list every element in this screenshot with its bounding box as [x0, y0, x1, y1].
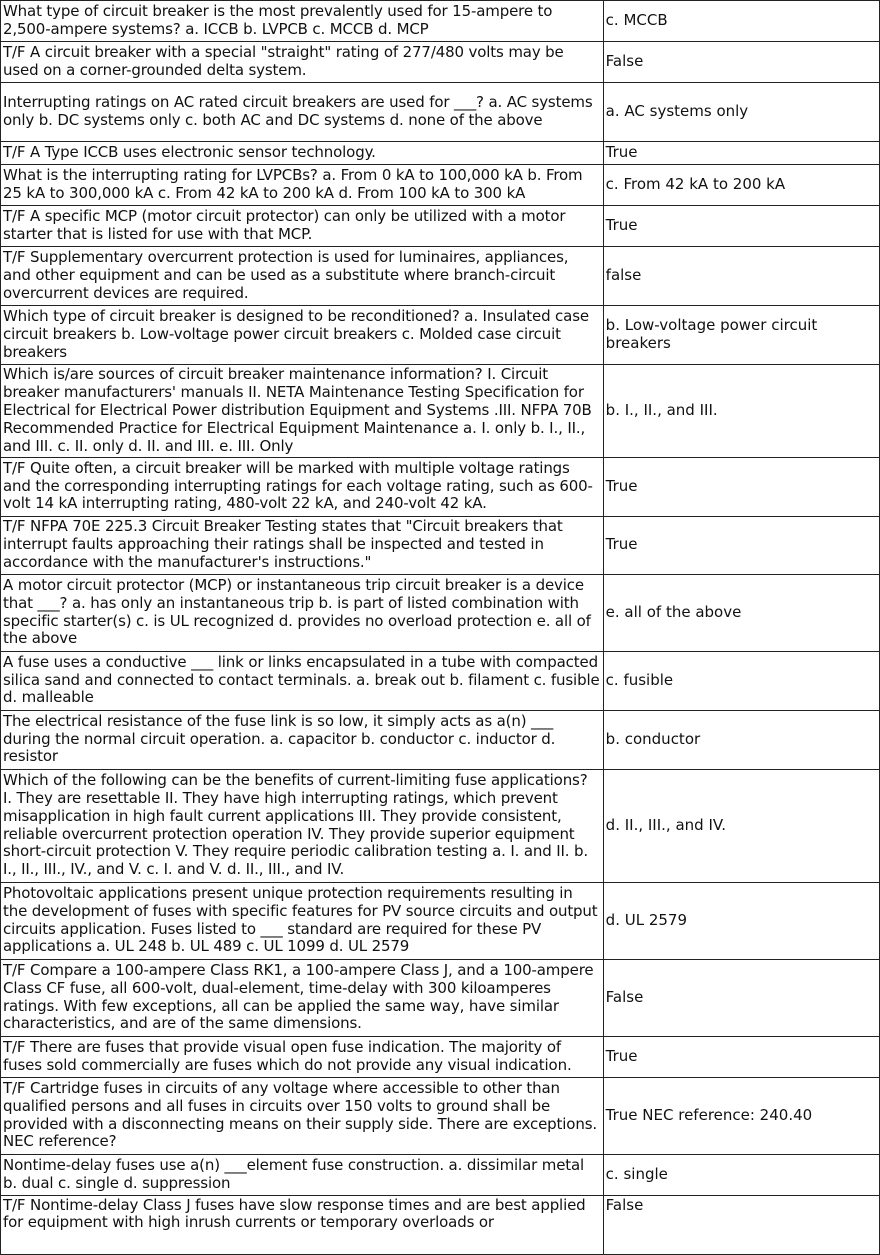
question-cell: Interrupting ratings on AC rated circuit breakers are used for ___? a. AC systems only b. DC systems only c. both AC and DC systems d. none of the above: [1, 83, 604, 142]
table-row: [1, 247, 880, 306]
table-row: [1, 83, 880, 142]
table-row: [1, 882, 880, 959]
answer-cell: False: [603, 1195, 879, 1254]
table-row: [1, 1077, 880, 1154]
answer-cell: c. MCCB: [603, 1, 879, 42]
answer-cell: True: [603, 206, 879, 247]
question-cell: The electrical resistance of the fuse link is so low, it simply acts as a(n) ___ during the normal circuit operation. a. capacitor b. conductor c. inductor d. resistor: [1, 710, 604, 769]
question-cell: Which is/are sources of circuit breaker maintenance information? I. Circuit breaker manufacturers' manuals II. NETA Maintenance Testing Specification for Electrical for Electrical Power distribution Equipment and Systems .III. NFPA 70B Recommended Practice for Electrical Equipment Maintenance a. I. only b. I., II., and III. c. II. only d. II. and III. e. III. Only: [1, 365, 604, 458]
answer-cell: b. Low-voltage power circuit breakers: [603, 306, 879, 365]
table-row: [1, 516, 880, 574]
answer-cell: b. conductor: [603, 710, 879, 769]
table-row: [1, 710, 880, 769]
question-cell: T/F Compare a 100-ampere Class RK1, a 100-ampere Class J, and a 100-ampere Class CF fuse, all 600-volt, dual-element, time-delay with 300 kiloamperes ratings. With few exceptions, all can be applied the same way, have similar characteristics, and are of the same dimensions.: [1, 959, 604, 1036]
answer-cell: d. II., III., and IV.: [603, 769, 879, 882]
answer-cell: false: [603, 247, 879, 306]
question-cell: Which type of circuit breaker is designed to be reconditioned? a. Insulated case circuit breakers b. Low-voltage power circuit breakers c. Molded case circuit breakers: [1, 306, 604, 365]
answer-cell: False: [603, 959, 879, 1036]
table-row: [1, 206, 880, 247]
question-cell: T/F NFPA 70E 225.3 Circuit Breaker Testing states that "Circuit breakers that interrupt faults approaching their ratings shall be inspected and tested in accordance with the manufacturer's instructions.": [1, 516, 604, 574]
table-row: [1, 365, 880, 458]
table-row: [1, 651, 880, 710]
question-cell: A fuse uses a conductive ___ link or links encapsulated in a tube with compacted silica sand and connected to contact terminals. a. break out b. filament c. fusible d. malleable: [1, 651, 604, 710]
table-row: [1, 1195, 880, 1254]
table-row: [1, 306, 880, 365]
question-cell: T/F Nontime-delay Class J fuses have slow response times and are best applied for equipment with high inrush currents or temporary overloads or: [1, 1195, 604, 1254]
table-row: [1, 574, 880, 651]
table-row: [1, 1036, 880, 1077]
question-cell: What type of circuit breaker is the most prevalently used for 15-ampere to 2,500-ampere systems? a. ICCB b. LVPCB c. MCCB d. MCP: [1, 1, 604, 42]
question-cell: Which of the following can be the benefits of current-limiting fuse applications? I. They are resettable II. They have high interrupting ratings, which prevent misapplication in high fault current applications III. They provide consistent, reliable overcurrent protection operation IV. They provide superior equipment short-circuit protection V. They require periodic calibration testing a. I. and II. b. I., II., III., IV., and V. c. I. and V. d. II., III., and IV.: [1, 769, 604, 882]
question-cell: T/F Supplementary overcurrent protection is used for luminaires, appliances, and other equipment and can be used as a substitute where branch-circuit overcurrent devices are required.: [1, 247, 604, 306]
question-cell: T/F Cartridge fuses in circuits of any voltage where accessible to other than qualified persons and all fuses in circuits over 150 volts to ground shall be provided with a disconnecting means on their supply side. There are exceptions. NEC reference?: [1, 1077, 604, 1154]
table-row: [1, 42, 880, 83]
question-cell: T/F Quite often, a circuit breaker will be marked with multiple voltage ratings and the corresponding interrupting ratings for each voltage rating, such as 600-volt 14 kA interrupting rating, 480-volt 22 kA, and 240-volt 42 kA.: [1, 457, 604, 516]
answer-cell: e. all of the above: [603, 574, 879, 651]
question-cell: T/F A Type ICCB uses electronic sensor technology.: [1, 142, 604, 165]
table-row: [1, 1154, 880, 1195]
table-row: [1, 769, 880, 882]
answer-cell: True: [603, 516, 879, 574]
question-cell: Photovoltaic applications present unique protection requirements resulting in the development of fuses with specific features for PV source circuits and output circuits application. Fuses listed to ___ standard are required for these PV applications a. UL 248 b. UL 489 c. UL 1099 d. UL 2579: [1, 882, 604, 959]
answer-cell: True: [603, 142, 879, 165]
answer-cell: True: [603, 457, 879, 516]
question-cell: What is the interrupting rating for LVPCBs? a. From 0 kA to 100,000 kA b. From 25 kA to 300,000 kA c. From 42 kA to 200 kA d. From 100 kA to 300 kA: [1, 165, 604, 206]
question-cell: A motor circuit protector (MCP) or instantaneous trip circuit breaker is a device that ___? a. has only an instantaneous trip b. is part of listed combination with specific starter(s) c. is UL recognized d. provides no overload protection e. all of the above: [1, 574, 604, 651]
answer-cell: c. From 42 kA to 200 kA: [603, 165, 879, 206]
question-cell: T/F A specific MCP (motor circuit protector) can only be utilized with a motor starter that is listed for use with that MCP.: [1, 206, 604, 247]
question-cell: Nontime-delay fuses use a(n) ___element fuse construction. a. dissimilar metal b. dual c. single d. suppression: [1, 1154, 604, 1195]
question-cell: T/F A circuit breaker with a special "straight" rating of 277/480 volts may be used on a corner-grounded delta system.: [1, 42, 604, 83]
answer-cell: c. single: [603, 1154, 879, 1195]
question-cell: T/F There are fuses that provide visual open fuse indication. The majority of fuses sold commercially are fuses which do not provide any visual indication.: [1, 1036, 604, 1077]
answer-cell: False: [603, 42, 879, 83]
table-row: [1, 959, 880, 1036]
answer-cell: True NEC reference: 240.40: [603, 1077, 879, 1154]
answer-cell: a. AC systems only: [603, 83, 879, 142]
answer-cell: b. I., II., and III.: [603, 365, 879, 458]
table-row: [1, 142, 880, 165]
table-row: [1, 457, 880, 516]
answer-cell: d. UL 2579: [603, 882, 879, 959]
table-row: [1, 1, 880, 42]
answer-cell: c. fusible: [603, 651, 879, 710]
table-row: [1, 165, 880, 206]
answer-cell: True: [603, 1036, 879, 1077]
